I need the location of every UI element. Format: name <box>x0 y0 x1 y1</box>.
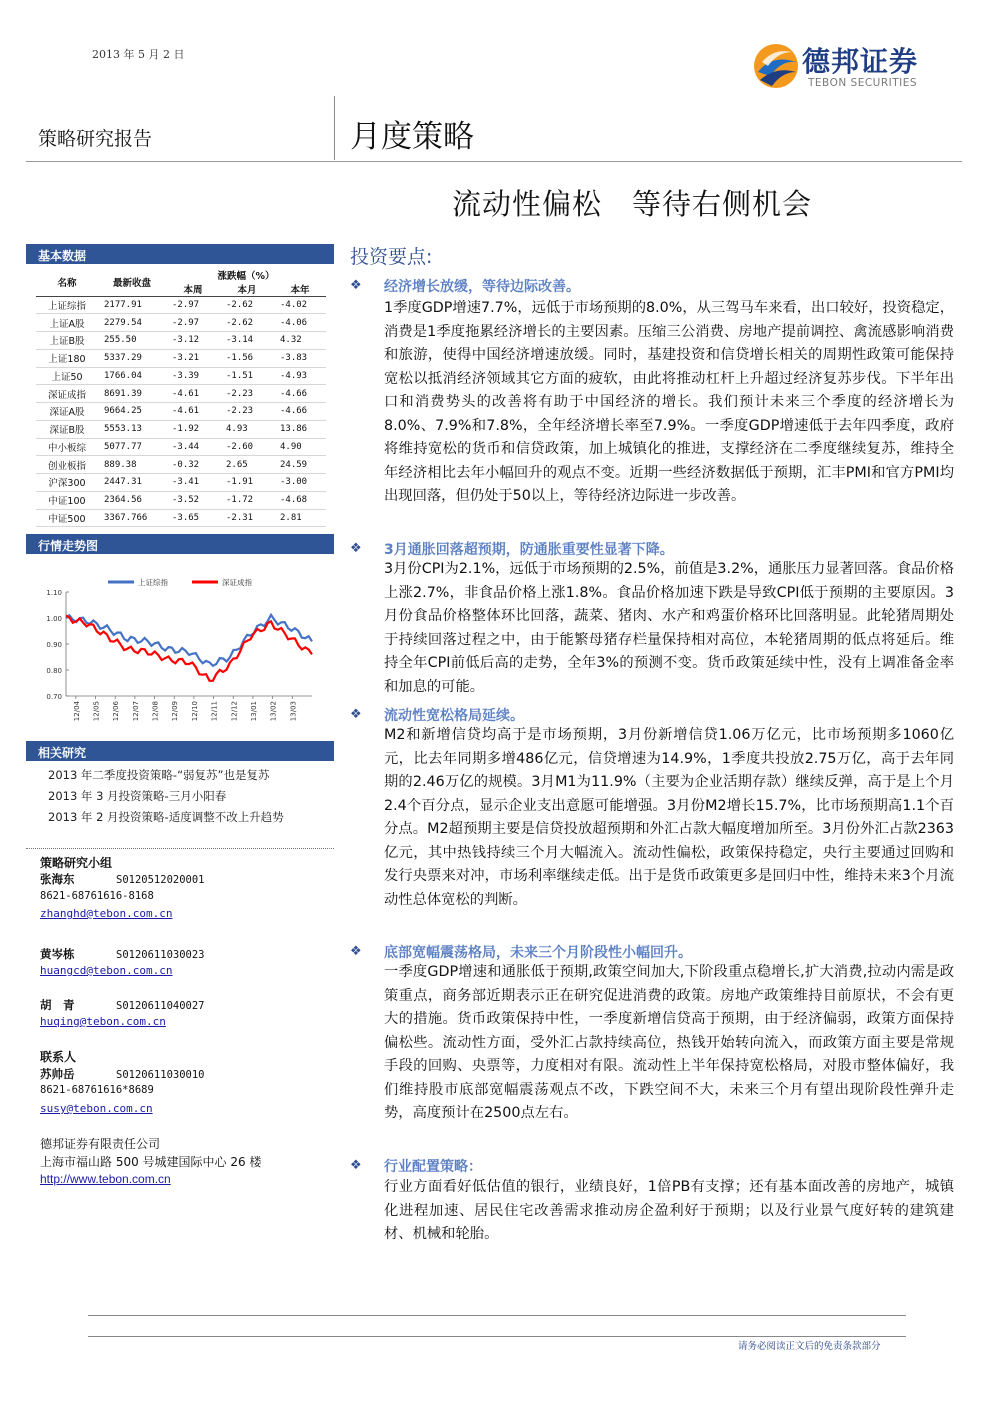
year-change: 4.90 <box>274 438 326 456</box>
week-change: -3.65 <box>166 509 220 527</box>
y-tick-label: 0.70 <box>46 693 62 701</box>
close-value: 5337.29 <box>98 349 166 367</box>
table-row <box>36 314 326 332</box>
year-change: -4.93 <box>274 367 326 385</box>
related-header: 相关研究 <box>26 741 334 761</box>
index-name: 沪深300 <box>36 474 98 492</box>
col-close: 最新收盘 <box>112 278 151 289</box>
analyst-name: 张海东 <box>40 872 75 886</box>
month-change: 2.65 <box>220 456 274 474</box>
table-row <box>36 296 326 314</box>
report-date: 2013 年 5 月 2 日 <box>92 48 185 61</box>
point-heading: 底部宽幅震荡格局，未来三个月阶段性小幅回升。 <box>384 945 692 961</box>
diamond-bullet-icon: ❖ <box>350 1158 362 1173</box>
week-change: -3.21 <box>166 349 220 367</box>
year-change: 24.59 <box>274 456 326 474</box>
logo-mark-icon <box>752 42 800 90</box>
market-data-table <box>36 268 326 527</box>
year-change: -4.66 <box>274 403 326 421</box>
point-body: 3月份CPI为2.1%，远低于市场预期的2.5%，前值是3.2%，通胀压力显著回落。食品价格上涨2.7%，非食品价格上涨1.8%。食品价格加速下跌是导致CPI低于预期的主要原因。3月份食品价格整体环比回落，蔬菜、猪肉、水产和鸡蛋价格环比回落明显。此轮猪周期处于持续回落过程之中，由于能繁母猪存栏量保持相对高位，本轮猪周期的低点将延后。维持全年CPI前低后高的走势，全年3%的预测不变。货币政策延续中性，没有上调准备金率和加息的可能。 <box>384 561 954 695</box>
year-change: 13.86 <box>274 420 326 438</box>
related-item[interactable]: 2013 年 2 月投资策略-适度调整不改上升趋势 <box>48 810 284 824</box>
month-change: -2.23 <box>220 403 274 421</box>
index-name: 深证A股 <box>36 403 98 421</box>
point-heading: 3月通胀回落超预期，防通胀重要性显著下降。 <box>384 542 674 558</box>
report-category: 月度策略 <box>350 119 474 155</box>
x-tick-label: 12/06 <box>112 701 121 722</box>
index-name: 创业板指 <box>36 456 98 474</box>
close-value: 2279.54 <box>98 314 166 332</box>
y-tick-label: 0.80 <box>46 667 62 675</box>
index-name: 深证成指 <box>36 385 98 403</box>
contact-heading: 联系人 <box>40 1050 77 1064</box>
point-body: 1季度GDP增速7.7%，远低于市场预期的8.0%，从三驾马车来看，出口较好，投资稳定，消费是1季度拖累经济增长的主要因素。压缩三公消费、房地产提前调控、禽流感影响消费和旅游，使得中国经济增速放缓。同时，基建投资和信贷增长相关的周期性政策可能保持宽松以抵消经济领域其它方面的疲软，由此将推动杠杆上升超过经济复苏步伐。下半年出口和消费势头的改善将有助于中国经济的增长。我们预计未来三个季度的经济增长为8.0%、7.9%和7.8%，全年经济增长率至7.9%。一季度GDP增速低于去年四季度，政府将维持宽松的货币和信贷政策，加上城镇化的推进，支撑经济在二季度继续复苏，维持全年经济相比去年小幅回升的观点不变。近期一些经济数据低于预期，汇丰PMI和官方PMI均出现回落，但仍处于50以上，等待经济边际进一步改善。 <box>384 300 954 504</box>
year-change: -3.83 <box>274 349 326 367</box>
close-value: 3367.766 <box>98 509 166 527</box>
header-rule <box>26 161 962 162</box>
month-change: -2.62 <box>220 296 274 314</box>
analyst-email[interactable]: huqing@tebon.com.cn <box>40 1015 166 1028</box>
index-name: 中小板综 <box>36 438 98 456</box>
company-website-link[interactable]: http://www.tebon.com.cn <box>40 1172 171 1186</box>
week-change: -3.39 <box>166 367 220 385</box>
analyst-email[interactable]: huangcd@tebon.com.cn <box>40 964 173 977</box>
x-tick-label: 12/11 <box>210 701 219 722</box>
week-change: -0.32 <box>166 456 220 474</box>
close-value: 8691.39 <box>98 385 166 403</box>
col-change: 涨跌幅（%） <box>217 271 275 282</box>
week-change: -2.97 <box>166 296 220 314</box>
table-row <box>36 420 326 438</box>
analyst-id: S0120611030023 <box>116 949 205 961</box>
analyst-id: S0120611040027 <box>116 1000 205 1012</box>
close-value: 2177.91 <box>98 296 166 314</box>
contact-name: 苏帅岳 <box>40 1067 75 1081</box>
point-body: M2和新增信贷均高于是市场预期，3月份新增信贷1.06万亿元，比市场预期多1060亿元，比去年同期多增486亿元，信贷增速为14.9%，1季度共投放2.75万亿，高于去年同期的2.46万亿的规模。3月M1为11.9%（主要为企业活期存款）继续反弹，高于是上个月2.4个百分点，显示企业支出意愿可能增强。3月份M2增长15.7%，比市场预期高1.1个百分点。M2超预期主要是信贷投放超预期和外汇占款大幅度增加所至。3月份外汇占款2363亿元，其中热钱持续三个月大幅流入。流动性偏松，政策保持稳定，央行主要通过回购和发行央票来对冲，市场利率继续走低。出于是货币政策更多是回归中性，维持未来3个月流动性总体宽松的判断。 <box>384 727 954 908</box>
analyst-row <box>40 871 205 887</box>
x-tick-label: 13/02 <box>269 701 278 722</box>
x-tick-label: 13/03 <box>289 701 298 722</box>
year-change: 4.32 <box>274 332 326 350</box>
y-tick-label: 1.10 <box>46 589 62 597</box>
x-tick-label: 12/08 <box>151 701 160 722</box>
point-heading: 流动性宽松格局延续。 <box>384 708 524 724</box>
table-row <box>36 509 326 527</box>
analyst-row <box>40 946 205 962</box>
x-tick-label: 12/12 <box>230 701 239 722</box>
month-change: -1.72 <box>220 491 274 509</box>
report-type: 策略研究报告 <box>38 128 153 150</box>
contact-row <box>40 1066 205 1082</box>
week-change: -3.12 <box>166 332 220 350</box>
year-change: 2.81 <box>274 509 326 527</box>
month-change: -2.23 <box>220 385 274 403</box>
month-change: -1.51 <box>220 367 274 385</box>
week-change: -4.61 <box>166 403 220 421</box>
legend-label: 上证综指 <box>138 578 168 587</box>
week-change: -3.44 <box>166 438 220 456</box>
tebon-logo <box>752 36 952 96</box>
index-name: 上证50 <box>36 367 98 385</box>
week-change: -2.97 <box>166 314 220 332</box>
table-row <box>36 332 326 350</box>
team-heading: 策略研究小组 <box>40 856 113 870</box>
col-year: 本年 <box>290 285 310 296</box>
index-name: 上证综指 <box>36 296 98 314</box>
table-row <box>36 474 326 492</box>
close-value: 2364.56 <box>98 491 166 509</box>
footer-rule <box>88 1336 906 1337</box>
company-address: 上海市福山路 500 号城建国际中心 26 楼 <box>40 1155 262 1169</box>
logo-cn-text: 德邦证券 <box>802 45 919 78</box>
page-title: 流动性偏松 等待右侧机会 <box>452 187 813 221</box>
index-name: 上证B股 <box>36 332 98 350</box>
diamond-bullet-icon: ❖ <box>350 278 362 293</box>
market-data-body <box>36 296 326 527</box>
analyst-name: 胡 青 <box>40 998 75 1012</box>
year-change: -3.00 <box>274 474 326 492</box>
analyst-name: 黄岑栋 <box>40 947 75 961</box>
contact-email[interactable]: susy@tebon.com.cn <box>40 1102 153 1115</box>
analyst-email[interactable]: zhanghd@tebon.com.cn <box>40 907 173 920</box>
month-change: -2.62 <box>220 314 274 332</box>
month-change: -1.56 <box>220 349 274 367</box>
point-body: 行业方面看好低估值的银行，业绩良好，1倍PB有支撑；还有基本面改善的房地产，城镇化进程加速、居民住宅改善需求推动房企盈利好于预期；以及行业景气度好转的建筑建材、机械和轮胎。 <box>384 1179 954 1242</box>
table-row <box>36 349 326 367</box>
point-heading: 经济增长放缓，等待边际改善。 <box>384 279 580 295</box>
table-row <box>36 491 326 509</box>
y-tick-label: 1.00 <box>46 615 62 623</box>
x-tick-label: 12/05 <box>92 701 101 722</box>
index-name: 上证180 <box>36 349 98 367</box>
analyst-row <box>40 997 205 1013</box>
diamond-bullet-icon: ❖ <box>350 707 362 722</box>
month-change: -2.60 <box>220 438 274 456</box>
month-change: -2.31 <box>220 509 274 527</box>
table-row <box>36 456 326 474</box>
close-value: 255.50 <box>98 332 166 350</box>
series-line-shanghai <box>66 615 312 666</box>
close-value: 5553.13 <box>98 420 166 438</box>
week-change: -3.52 <box>166 491 220 509</box>
year-change: -4.06 <box>274 314 326 332</box>
month-change: 4.93 <box>220 420 274 438</box>
footer-rule <box>88 1315 906 1316</box>
col-name: 名称 <box>57 278 77 289</box>
table-row <box>36 385 326 403</box>
x-tick-label: 12/09 <box>171 701 180 722</box>
table-row <box>36 367 326 385</box>
point-body: 一季度GDP增速和通胀低于预期,政策空间加大,下阶段重点稳增长,扩大消费,拉动内需是政策重点，商务部近期表示正在研究促进消费的政策。房地产政策维持目前原状，不会有更大的措施。货币政策保持中性，一季度新增信贷高于预期，由于经济偏弱，政策方面保持偏松些。流动性方面，受外汇占款持续高位，热钱开始转向流入，而政策方面主要是常规手段的回购、央票等，力度相对有限。流动性上半年保持宽松格局，对股市整体偏好，我们维持股市底部宽幅震荡观点不改，下跌空间不大，未来三个月有望出现阶段性弹升走势，高度预计在2500点左右。 <box>384 964 954 1121</box>
close-value: 889.38 <box>98 456 166 474</box>
related-item[interactable]: 2013 年 3 月投资策略-三月小阳春 <box>48 789 227 803</box>
close-value: 5077.77 <box>98 438 166 456</box>
contact-phone: 8621-68761616*8689 <box>40 1084 154 1096</box>
month-change: -1.91 <box>220 474 274 492</box>
index-name: 中证100 <box>36 491 98 509</box>
analyst-id: S0120512020001 <box>116 874 205 886</box>
x-tick-label: 12/04 <box>72 701 81 722</box>
diamond-bullet-icon: ❖ <box>350 944 362 959</box>
month-change: -3.14 <box>220 332 274 350</box>
week-change: -3.41 <box>166 474 220 492</box>
x-tick-label: 13/01 <box>249 701 258 722</box>
index-name: 中证500 <box>36 509 98 527</box>
week-change: -4.61 <box>166 385 220 403</box>
team-divider <box>26 848 334 849</box>
y-tick-label: 0.90 <box>46 641 62 649</box>
index-name: 深证B股 <box>36 420 98 438</box>
trend-header: 行情走势图 <box>26 534 334 554</box>
year-change: -4.66 <box>274 385 326 403</box>
analyst-phone: 8621-68761616-8168 <box>40 890 154 902</box>
week-change: -1.92 <box>166 420 220 438</box>
contact-id: S0120611030010 <box>116 1069 205 1081</box>
disclaimer-text: 请务必阅读正文后的免责条款部分 <box>738 1341 881 1352</box>
point-heading: 行业配置策略： <box>384 1159 482 1175</box>
close-value: 9664.25 <box>98 403 166 421</box>
close-value: 2447.31 <box>98 474 166 492</box>
index-name: 上证A股 <box>36 314 98 332</box>
investment-points-title: 投资要点: <box>350 246 433 268</box>
trend-chart <box>30 570 326 740</box>
related-item[interactable]: 2013 年二季度投资策略-“弱复苏”也是复苏 <box>48 768 270 782</box>
table-row <box>36 438 326 456</box>
basic-data-header: 基本数据 <box>26 244 334 264</box>
x-tick-label: 12/07 <box>131 701 140 722</box>
diamond-bullet-icon: ❖ <box>350 541 362 556</box>
header-divider <box>334 96 335 160</box>
year-change: -4.02 <box>274 296 326 314</box>
col-week: 本周 <box>183 285 203 296</box>
x-tick-label: 12/10 <box>190 701 199 722</box>
series-line-shenzhen <box>66 615 312 680</box>
col-month: 本月 <box>237 285 257 296</box>
year-change: -4.68 <box>274 491 326 509</box>
close-value: 1766.04 <box>98 367 166 385</box>
table-row <box>36 403 326 421</box>
legend-label: 深证成指 <box>222 578 252 587</box>
company-name: 德邦证券有限责任公司 <box>40 1137 161 1151</box>
logo-en-text: TEBON SECURITIES <box>808 77 918 89</box>
